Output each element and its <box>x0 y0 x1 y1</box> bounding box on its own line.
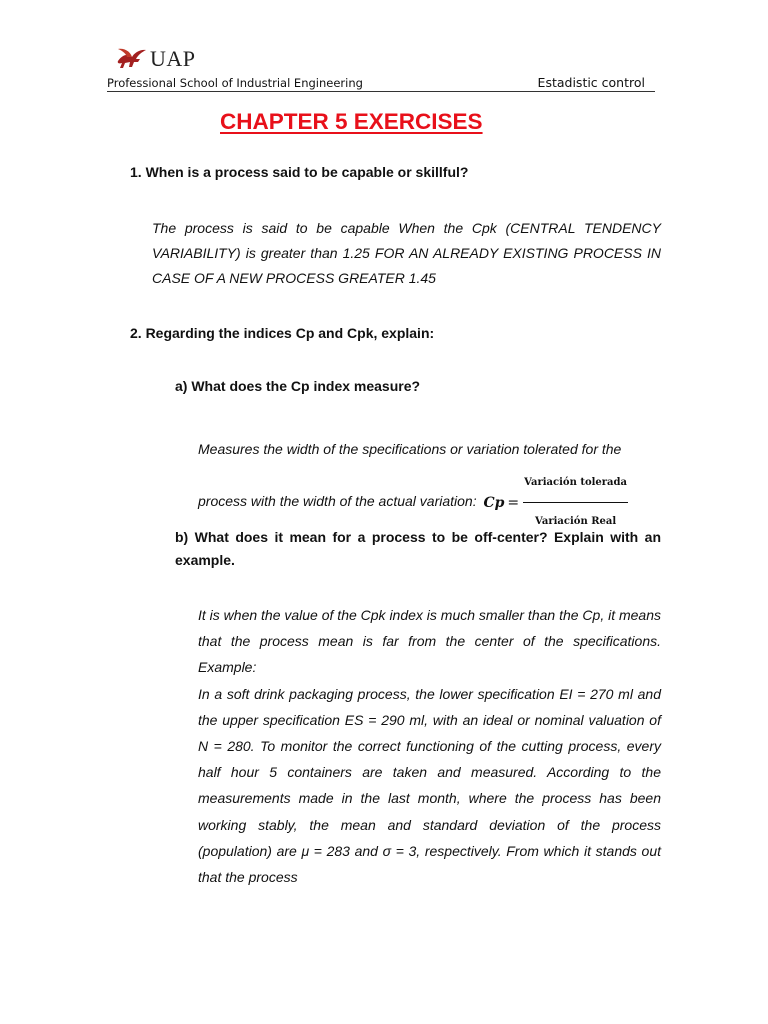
question-2b-text: b) What does it mean for a process to be off-center? Explain with an example. <box>175 529 661 568</box>
uap-logo <box>114 46 196 72</box>
answer-2b <box>198 602 661 890</box>
course-name: Estadistic control <box>537 75 645 90</box>
logo-text: UAP <box>150 46 196 71</box>
answer-1: The process is said to be capable When the Cpk (CENTRAL TENDENCY VARIABILITY) is greater than 1.25 FOR AN ALREADY EXISTING PROCESS IN CASE OF A NEW PROCESS GREATER 1.45 <box>152 220 661 286</box>
header-divider <box>107 91 655 92</box>
answer-2a <box>198 432 663 539</box>
answer-2a-text: Measures the width of the specifications or variation tolerated for the process with the width of the actual variation: <box>198 441 622 510</box>
question-2a: a) What does the Cp index measure? <box>175 378 421 394</box>
pegasus-logo-icon <box>114 47 148 71</box>
question-1: 1. When is a process said to be capable or skillful? <box>130 164 469 180</box>
question-2: 2. Regarding the indices Cp and Cpk, explain: <box>130 325 435 341</box>
school-name: Professional School of Industrial Engineering <box>107 76 363 90</box>
answer-2b-paragraph-2: In a soft drink packaging process, the lower specification EI = 270 ml and the upper specification ES = 290 ml, with an ideal or nominal valuation of N = 280. To monitor the correct functioning of the cutting process, every half hour 5 containers are taken and measured. According to the measurements made in the last month, where the process has been working stably, the mean and standard deviation of the process (population) are μ = 283 and σ = 3, respectively. From which it stands out that the process <box>198 685 661 886</box>
question-2b <box>175 526 661 572</box>
page-header <box>107 40 655 92</box>
answer-2b-paragraph-1: It is when the value of the Cpk index is much smaller than the Cp, it means that the process mean is far from the center of the specifications. Example: <box>198 607 662 676</box>
page-title: CHAPTER 5 EXERCISES <box>220 109 483 134</box>
formula-lhs: Cp <box>483 494 505 511</box>
formula-numerator: Variación tolerada <box>523 466 628 503</box>
formula-denominator: Variación Real <box>535 516 617 527</box>
formula-equals: = <box>507 494 520 511</box>
